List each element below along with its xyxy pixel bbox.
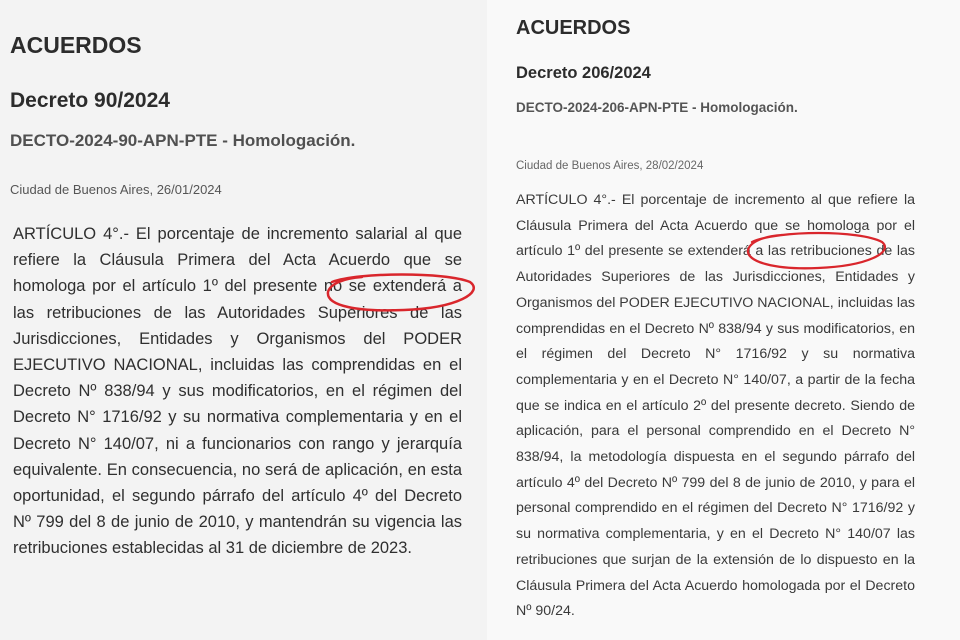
decree-subtitle: DECTO-2024-206-APN-PTE - Homologación. [516, 100, 798, 115]
section-heading: ACUERDOS [516, 17, 631, 39]
decree-206-panel [487, 0, 960, 640]
article-4-text [516, 188, 915, 625]
highlighted-phrase: no se extenderá [323, 277, 447, 296]
article-text-end: a las retribuciones de las Autoridades Superiores de las Jurisdicciones, Entidades y Organismos del PODER EJECUTIVO NACIONAL, incluidas las comprendidas en el Decreto Nº 838/94 y sus modificatorios, en el régimen del Decreto N° 1716/92 y su normativa complementaria y en el Decreto N° 140/07, ni a funcionarios con rango y jerarquía equivalente. En consecuencia, no será de aplicación, en esta oportunidad, el segundo párrafo del artículo 4º del Decreto Nº 799 del 8 de junio de 2010, y mantendrán su vigencia las retribuciones establecidas al 31 de diciembre de 2023. [13, 277, 462, 558]
decree-subtitle: DECTO-2024-90-APN-PTE - Homologación. [10, 131, 356, 150]
article-text-start: ARTÍCULO 4°.- El porcentaje de incremento al que refiere la Cláusula Primera del Acta Acuerdo que se homologa por el artículo 1º del presente [516, 192, 915, 260]
decree-dateline: Ciudad de Buenos Aires, 28/02/2024 [516, 160, 704, 172]
highlighted-phrase: se extenderá [668, 243, 751, 260]
article-text-start: ARTÍCULO 4°.- El porcentaje de incremento salarial al que refiere la Cláusula Primera del Acta Acuerdo que se homologa por el artículo 1º del presente [13, 225, 462, 296]
decree-title: Decreto 206/2024 [516, 64, 651, 82]
decree-dateline: Ciudad de Buenos Aires, 26/01/2024 [10, 182, 222, 197]
section-heading: ACUERDOS [10, 32, 142, 58]
decree-title: Decreto 90/2024 [10, 89, 170, 112]
article-text-end: a las retribuciones de las Autoridades Superiores de las Jurisdicciones, Entidades y Organismos del PODER EJECUTIVO NACIONAL, incluidas las comprendidas en el Decreto Nº 838/94 y sus modificatorios, en el régimen del Decreto N° 1716/92 y su normativa complementaria y en el Decreto N° 140/07, a partir de la fecha que se indica en el artículo 2º del presente decreto. Siendo de aplicación, para el personal comprendido en el Decreto N° 838/94, la metodología dispuesta en el segundo párrafo del artículo 4º del Decreto Nº 799 del 8 de junio de 2010, y para el personal comprendido en el régimen del Decreto N° 1716/92 y su normativa complementaria, y en el Decreto N° 140/07 las retribuciones que surjan de la extensión de lo dispuesto en la Cláusula Primera del Acta Acuerdo homologada por el Decreto Nº 90/24. [516, 243, 915, 620]
article-4-text [13, 221, 462, 562]
